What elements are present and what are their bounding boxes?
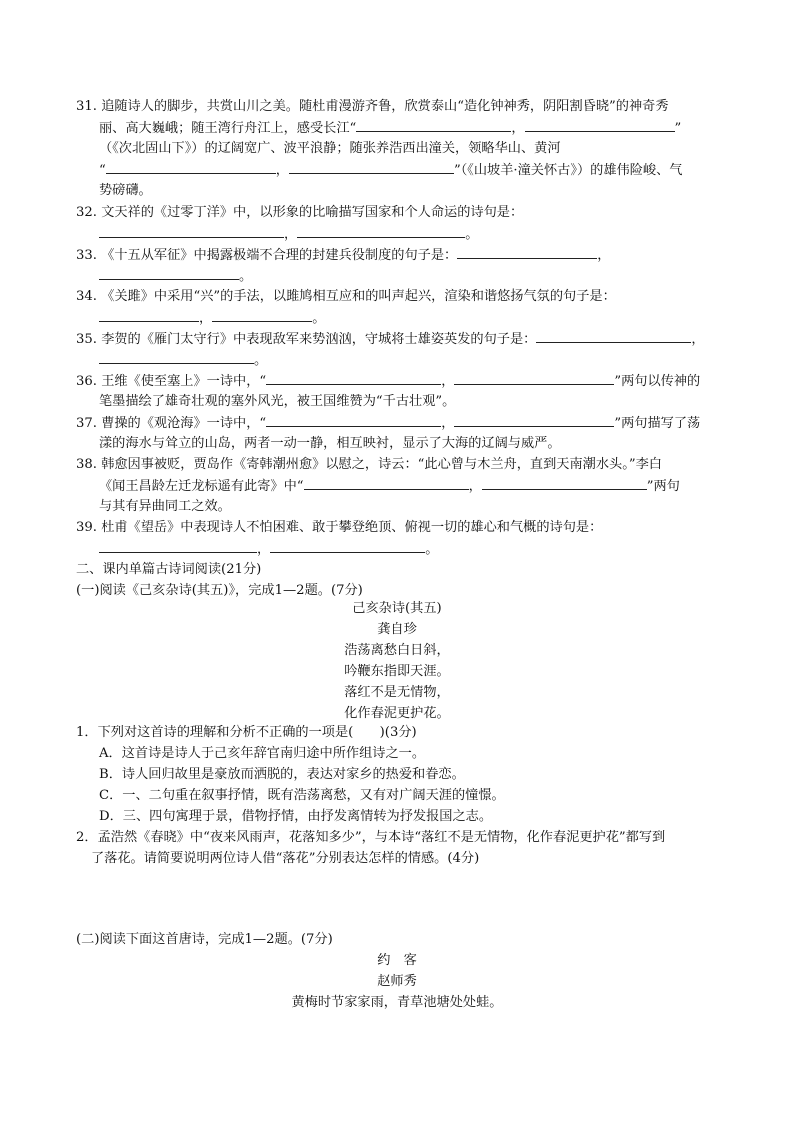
short-answer-question-line-2: 了落花。请简要说明两位诗人借“落花”分别表达怎样的情感。(4分) — [91, 851, 480, 866]
section-title: 二、课内单篇古诗词阅读(21分) — [76, 562, 262, 577]
question-number: 31. — [76, 99, 97, 114]
q37-line-2: 漾的海水与耸立的山岛，两者一动一静，相互映衬，显示了大海的辽阔与威严。 — [99, 436, 561, 451]
question-number: 39. — [76, 520, 97, 535]
poem-line: 黄梅时节家家雨，青草池塘处处蛙。 — [291, 995, 503, 1010]
q31-line-5: 势磅礴。 — [99, 183, 152, 198]
question-number: 37. — [76, 416, 97, 431]
question-number: 32. — [76, 205, 97, 220]
q34-line-2: ， 。 — [99, 308, 325, 329]
mc-option-c[interactable]: C．一、二句重在叙事抒情，既有浩荡离愁，又有对广阔天涯的憧憬。 — [99, 788, 505, 803]
poem-author: 龚自珍 — [377, 622, 417, 637]
answer-blank[interactable] — [525, 118, 675, 132]
answer-blank[interactable] — [99, 224, 284, 238]
answer-blank[interactable] — [106, 160, 276, 174]
answer-blank[interactable] — [536, 329, 691, 343]
q33-line-2: 。 — [99, 266, 252, 287]
answer-blank[interactable] — [454, 413, 614, 427]
q36-line-1: 36. 王维《使至塞上》一诗中，“ ， ”两句以传神的 — [76, 371, 700, 392]
question-number: 35. — [76, 332, 97, 347]
mc-option-b[interactable]: B．诗人回归故里是豪放而洒脱的，表达对家乡的热爱和眷恋。 — [99, 767, 465, 782]
answer-blank[interactable] — [266, 371, 441, 385]
answer-blank[interactable] — [356, 118, 511, 132]
answer-blank[interactable] — [454, 371, 614, 385]
answer-blank[interactable] — [212, 308, 312, 322]
poem-title: 己亥杂诗(其五) — [352, 601, 442, 616]
poem-line: 化作春泥更护花。 — [344, 706, 450, 721]
q32-line-2: ， 。 — [99, 224, 478, 245]
poem-line: 落红不是无情物， — [344, 685, 450, 700]
answer-blank[interactable] — [304, 476, 469, 490]
q37-line-1: 37. 曹操的《观沧海》一诗中，“ ， ”两句描写了荡 — [76, 413, 700, 434]
part-title: (二)阅读下面这首唐诗，完成1—2题。(7分) — [76, 932, 333, 947]
q36-line-2: 笔墨描绘了雄奇壮观的塞外风光，被王国维赞为“千古壮观”。 — [99, 394, 456, 409]
answer-blank[interactable] — [270, 539, 425, 553]
part-title: (一)阅读《己亥杂诗(其五)》，完成1—2题。(7分) — [76, 583, 363, 598]
answer-blank[interactable] — [297, 224, 465, 238]
q31-line-4: “ ， ”（《山坡羊·潼关怀古》）的雄伟险峻、气 — [99, 160, 682, 181]
q33-line-1: 33. 《十五从军征》中揭露极端不合理的封建兵役制度的句子是： ， — [76, 245, 610, 266]
answer-blank[interactable] — [289, 160, 454, 174]
question-number: 38. — [76, 457, 97, 472]
answer-blank[interactable] — [266, 413, 441, 427]
q35-line-2: 。 — [99, 350, 267, 371]
poem-line: 浩荡离愁白日斜， — [344, 643, 450, 658]
q39-line-2: ， 。 — [99, 539, 438, 560]
answer-blank[interactable] — [99, 308, 199, 322]
q31-line-3: （《次北固山下》）的辽阔宽广、波平浪静；随张养浩西出潼关，领略华山、黄河 — [99, 141, 561, 156]
q38-line-2: 《闻王昌龄左迁龙标遥有此寄》中“ ， ”两句 — [99, 476, 680, 497]
question-number: 33. — [76, 248, 97, 263]
question-number: 36. — [76, 374, 97, 389]
poem-line: 吟鞭东指即天涯。 — [344, 664, 450, 679]
answer-blank[interactable] — [99, 539, 257, 553]
q38-line-3: 与其有异曲同工之效。 — [99, 499, 231, 514]
q31-line-2: 丽、高大巍峨；随王湾行舟江上，感受长江“ ， ” — [99, 118, 681, 139]
q32-line-1: 32. 文天祥的《过零丁洋》中，以形象的比喻描写国家和个人命运的诗句是： — [76, 203, 523, 223]
q34-line-1: 34. 《关雎》中采用“兴”的手法，以雎鸠相互应和的叫声起兴，渲染和谐悠扬气氛的句子是： — [76, 287, 616, 307]
answer-blank[interactable] — [99, 350, 254, 364]
poem-author: 赵师秀 — [377, 974, 417, 989]
mc-question-stem: 1．下列对这首诗的理解和分析不正确的一项是( )(3分) — [76, 725, 417, 740]
q39-line-1: 39. 杜甫《望岳》中表现诗人不怕困难、敢于攀登绝顶、俯视一切的雄心和气概的诗句是： — [76, 518, 602, 538]
mc-option-d[interactable]: D．三、四句寓理于景，借物抒情，由抒发离情转为抒发报国之志。 — [99, 809, 493, 824]
answer-blank[interactable] — [99, 266, 239, 280]
answer-blank[interactable] — [457, 245, 597, 259]
poem-title: 约 客 — [377, 953, 417, 968]
q35-line-1: 35. 李贺的《雁门太守行》中表现敌军来势汹汹，守城将士雄姿英发的句子是： ， — [76, 329, 705, 350]
q31-line-1: 31. 追随诗人的脚步，共赏山川之美。随杜甫漫游齐鲁，欣赏泰山“造化钟神秀，阴阳割昏晓”的神奇秀 — [76, 97, 669, 117]
q38-line-1: 38. 韩愈因事被贬，贾岛作《寄韩潮州愈》以慰之，诗云：“此心曾与木兰舟，直到天南潮水头。”李白 — [76, 455, 662, 475]
short-answer-question: 2．孟浩然《春晓》中“夜来风雨声，花落知多少”，与本诗“落红不是无情物，化作春泥更护花”都写到 — [76, 830, 666, 845]
answer-blank[interactable] — [482, 476, 647, 490]
question-number: 34. — [76, 289, 97, 304]
mc-option-a[interactable]: A．这首诗是诗人于己亥年辞官南归途中所作组诗之一。 — [99, 746, 426, 761]
